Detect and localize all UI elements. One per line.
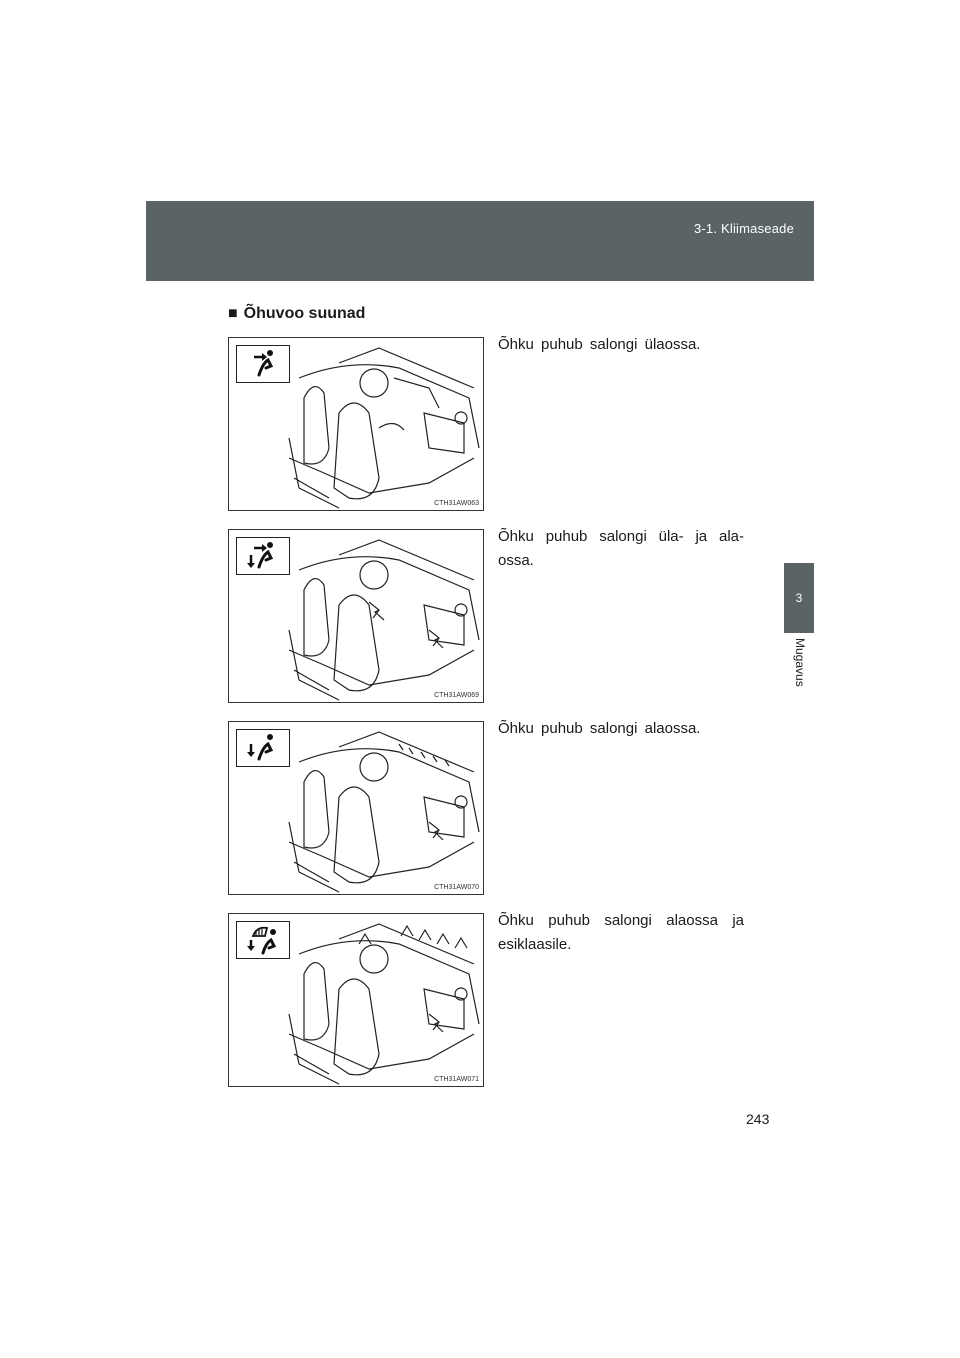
section-title <box>228 305 365 323</box>
figure-code: CTH31AW069 <box>434 692 479 699</box>
figure-code: CTH31AW071 <box>434 1076 479 1083</box>
figure-floor-mode <box>228 721 484 895</box>
bullet-icon: ■ <box>228 305 238 322</box>
page-number: 243 <box>746 1111 770 1127</box>
chapter-number: 3 <box>795 591 803 605</box>
figure-code: CTH31AW070 <box>434 884 479 891</box>
figure-face-mode <box>228 337 484 511</box>
mode-description: Õhku puhub salongi alaossa. <box>498 720 701 737</box>
car-interior-illustration <box>229 914 485 1088</box>
figure-bilevel-mode <box>228 529 484 703</box>
mode-description: Õhku puhub salongi ülaossa. <box>498 336 701 353</box>
figure-code: CTH31AW063 <box>434 500 479 507</box>
figure-floor-defrost-mode <box>228 913 484 1087</box>
mode-description: Õhku puhub salongi alaossa ja esiklaasile. <box>498 912 744 953</box>
mode-description: Õhku puhub salongi üla- ja ala-ossa. <box>498 528 744 569</box>
car-interior-illustration <box>229 338 485 512</box>
chapter-name: Mugavus <box>793 638 807 687</box>
section-title-text: Õhuvoo suunad <box>243 305 366 322</box>
chapter-tab <box>784 563 814 633</box>
header-section-title: 3-1. Kliimaseade <box>693 221 794 236</box>
car-interior-illustration <box>229 530 485 704</box>
header-band <box>146 201 814 281</box>
car-interior-illustration <box>229 722 485 896</box>
